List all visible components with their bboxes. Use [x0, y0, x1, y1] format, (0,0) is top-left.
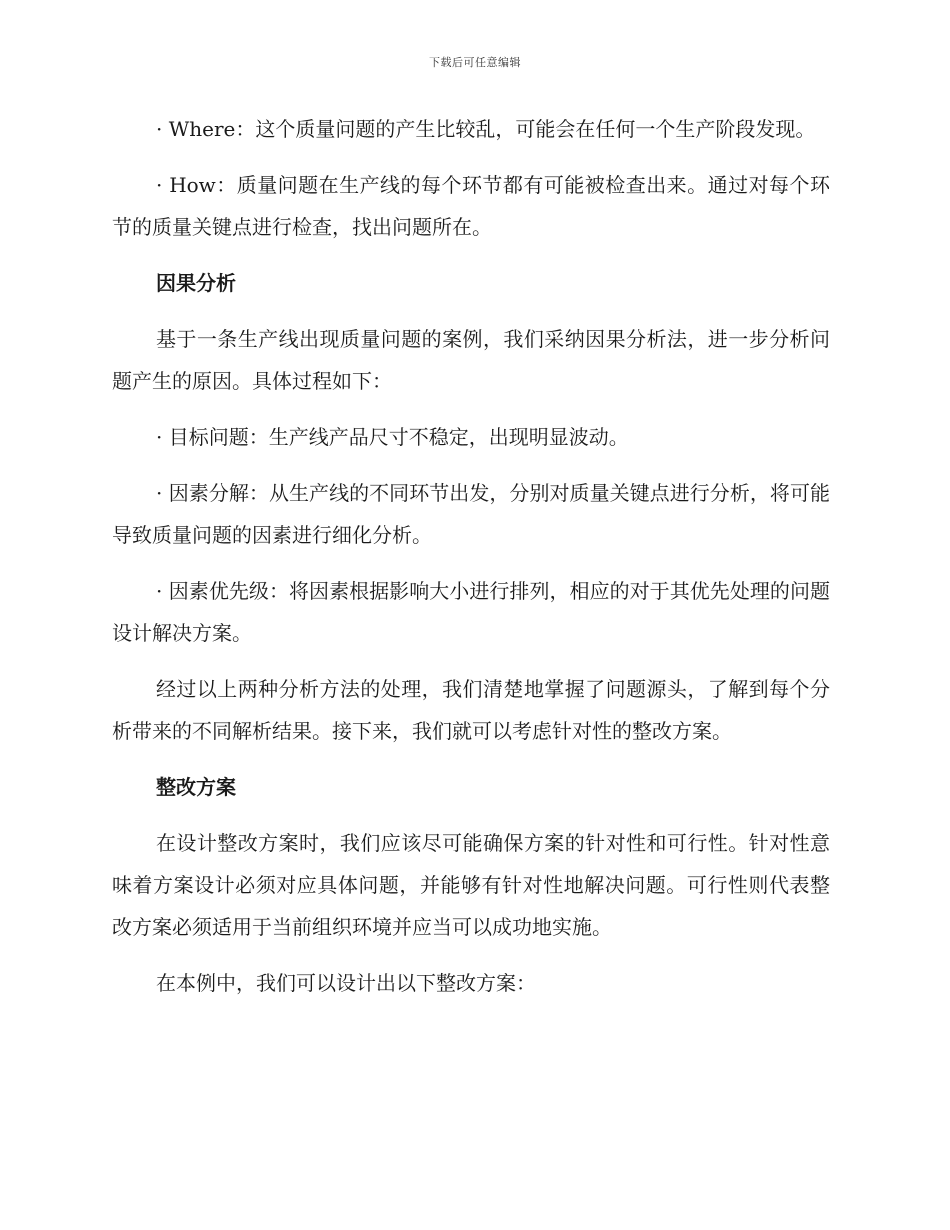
paragraph-cause-intro: 基于一条生产线出现质量问题的案例，我们采纳因果分析法，进一步分析问题产生的原因。具体过程如下： [112, 327, 830, 393]
paragraph-factor-breakdown: · 因素分解：从生产线的不同环节出发，分别对质量关键点进行分析，将可能导致质量问题的因素进行细化分析。 [112, 481, 830, 547]
paragraph-where: · Where：这个质量问题的产生比较乱，可能会在任何一个生产阶段发现。 [156, 117, 816, 141]
page-header: 下载后可任意编辑 [429, 56, 521, 69]
paragraph-rectification-design: 在设计整改方案时，我们应该尽可能确保方案的针对性和可行性。针对性意味着方案设计必须对应具体问题，并能够有针对性地解决问题。可行性则代表整改方案必须适用于当前组织环境并应当可以成功地实施。 [112, 831, 830, 939]
paragraph-factor-priority: · 因素优先级：将因素根据影响大小进行排列，相应的对于其优先处理的问题设计解决方案。 [112, 579, 830, 645]
paragraph-example-intro: 在本例中，我们可以设计出以下整改方案： [156, 971, 536, 995]
paragraph-how: · How：质量问题在生产线的每个环节都有可能被检查出来。通过对每个环节的质量关键点进行检查，找出问题所在。 [112, 173, 830, 239]
paragraph-summary: 经过以上两种分析方法的处理，我们清楚地掌握了问题源头，了解到每个分析带来的不同解析结果。接下来，我们就可以考虑针对性的整改方案。 [112, 677, 830, 743]
section-heading-cause-analysis: 因果分析 [156, 271, 236, 295]
section-heading-rectification: 整改方案 [156, 775, 236, 799]
paragraph-target-problem: · 目标问题：生产线产品尺寸不稳定，出现明显波动。 [156, 425, 629, 449]
document-body [112, 108, 830, 1018]
